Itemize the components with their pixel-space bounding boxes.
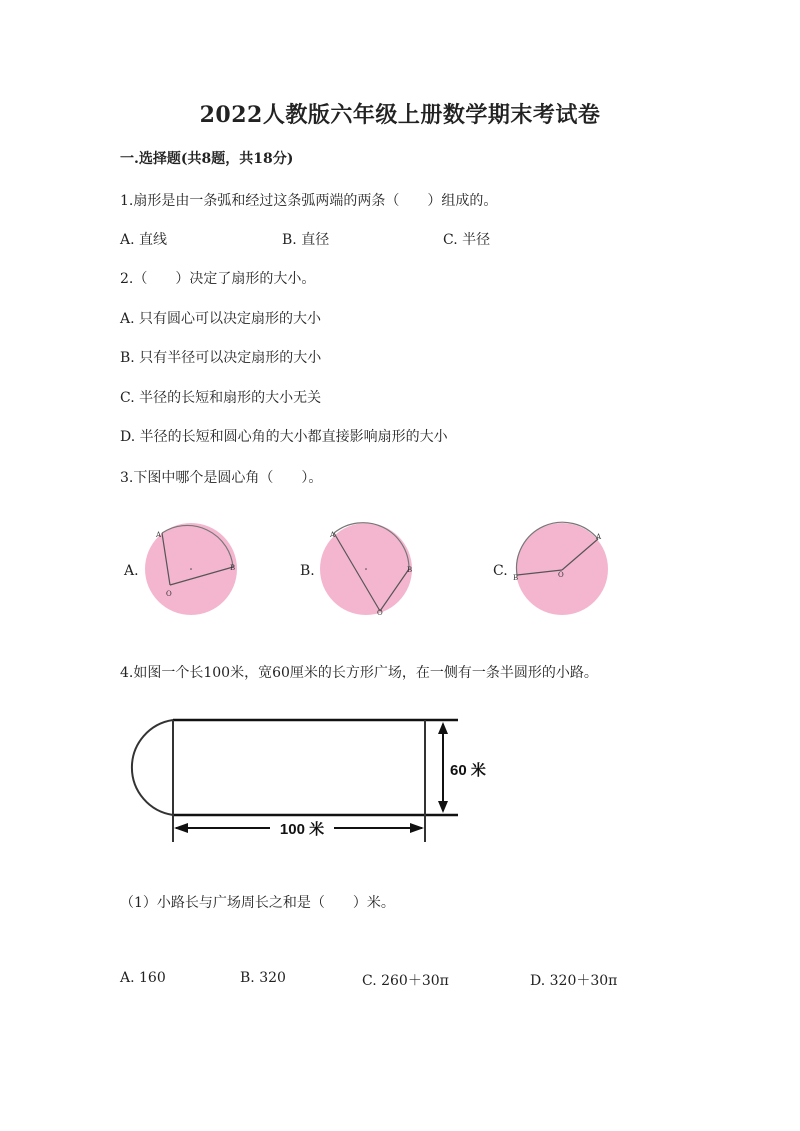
question-4: 4.如图一个长100米，宽60厘米的长方形广场，在一侧有一条半圆形的小路。 (120, 665, 598, 681)
length-arrow-left (174, 823, 188, 833)
width-arrow-up (438, 722, 448, 734)
q4-option-a: A. 160 (120, 970, 166, 986)
figure-b-label: B. (300, 563, 315, 579)
point-b-label: B (407, 566, 413, 574)
point-o-label: O (377, 609, 383, 617)
point-a-label: A (330, 531, 336, 539)
q4-option-c: C. 260＋30π (362, 973, 449, 989)
question-2: 2.（ ）决定了扇形的大小。 (120, 271, 316, 287)
point-a-label: A (156, 531, 162, 539)
point-b-label: B (230, 564, 236, 572)
figure-a-label: A. (124, 563, 139, 579)
question-1: 1.扇形是由一条弧和经过这条弧两端的两条（ ）组成的。 (120, 193, 498, 209)
question-4-part-1: （1）小路长与广场周长之和是（ ）米。 (120, 895, 395, 911)
length-label: 100 米 (279, 821, 325, 838)
question-3: 3.下图中哪个是圆心角（ ）。 (120, 470, 323, 486)
semicircle-path (132, 720, 173, 815)
q2-option-a: A. 只有圆心可以决定扇形的大小 (120, 311, 322, 327)
exam-title: 2022人教版六年级上册数学期末考试卷 (199, 102, 601, 128)
square-diagram (120, 710, 500, 850)
figure-c-label: C. (493, 563, 508, 579)
width-label: 60 米 (450, 762, 486, 779)
q1-option-b: B. 直径 (282, 232, 330, 248)
length-arrow-right (410, 823, 424, 833)
point-o-label: O (558, 571, 564, 579)
q4-option-d: D. 320＋30π (530, 973, 618, 989)
figure-b-circle (316, 515, 426, 625)
figure-a-circle (140, 515, 250, 625)
q1-option-c: C. 半径 (443, 232, 491, 248)
point-o-label: O (166, 590, 172, 598)
q2-option-b: B. 只有半径可以决定扇形的大小 (120, 350, 322, 366)
point-b-label: B (513, 574, 519, 582)
center-dot (190, 568, 192, 570)
width-arrow-down (438, 801, 448, 813)
center-dot (365, 568, 367, 570)
q4-option-b: B. 320 (240, 970, 286, 986)
circle-fill (516, 523, 608, 615)
q2-option-c: C. 半径的长短和扇形的大小无关 (120, 390, 322, 406)
q1-option-a: A. 直线 (120, 232, 168, 248)
figure-c-circle (510, 515, 620, 625)
point-a-label: A (596, 533, 602, 541)
section-heading: 一.选择题(共8题，共18分) (120, 151, 294, 167)
q2-option-d: D. 半径的长短和圆心角的大小都直接影响扇形的大小 (120, 429, 448, 445)
